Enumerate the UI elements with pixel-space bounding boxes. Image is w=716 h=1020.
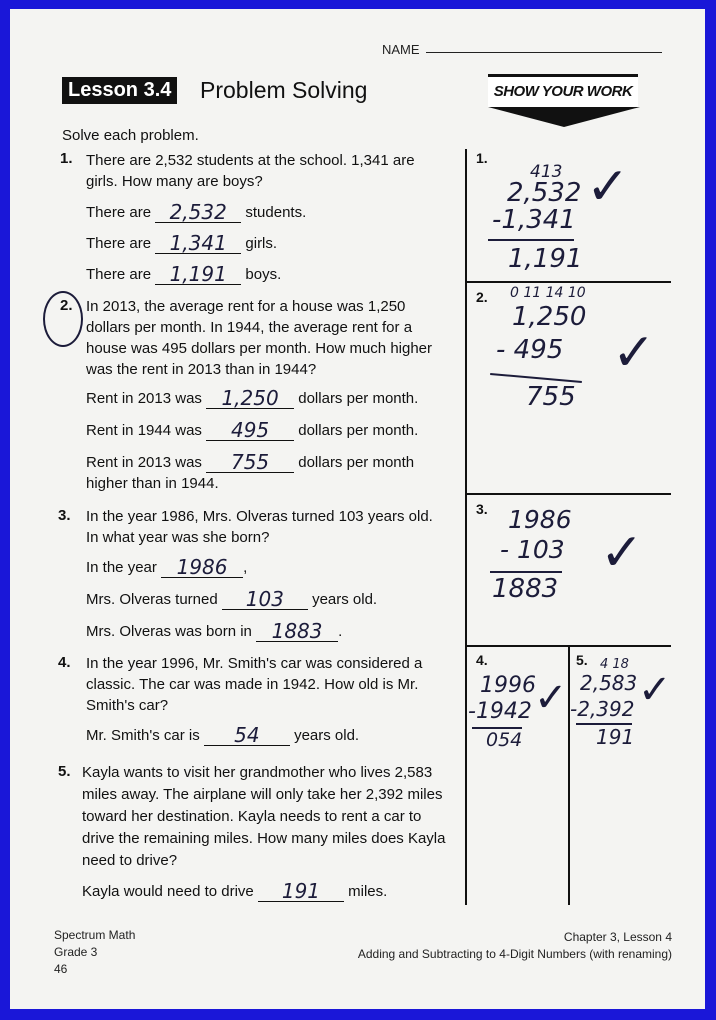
work-2-sub: - 495 <box>496 335 564 365</box>
answer-blank: 755 <box>206 452 294 473</box>
problem-5-text: Kayla wants to visit her grandmother who lives 2,583 miles away. The airplane will only take her 2,392 miles toward her destination. Kayla needs to rent a car to drive the remaining miles. How many miles does Kayla need to drive? <box>82 764 446 869</box>
problem-4-number: 4. <box>58 654 71 671</box>
problem-2-line-1: Rent in 2013 was 1,250 dollars per month. <box>86 386 419 410</box>
work-3-sub: - 103 <box>500 535 565 564</box>
problem-4-text: In the year 1996, Mr. Smith's car was considered a classic. The car was made in 1942. How old is Mr. Smith's car? <box>86 655 423 714</box>
work-1-top: 2,532 <box>507 178 582 208</box>
work-2-number: 2. <box>476 289 488 305</box>
work-4-number: 4. <box>476 652 488 668</box>
lesson-badge: Lesson 3.4 <box>62 77 177 104</box>
problem-4-line-1: Mr. Smith's car is 54 years old. <box>86 723 360 747</box>
problem-3-text: In the year 1986, Mrs. Olveras turned 103 years old. In what year was she born? <box>86 508 433 546</box>
problem-5-line-1: Kayla would need to drive 191 miles. <box>82 879 388 903</box>
work-2-carry: 0 11 14 10 <box>510 285 586 301</box>
work-5-result: 191 <box>596 725 635 749</box>
work-3-result: 1883 <box>492 574 559 604</box>
problem-1-number: 1. <box>60 150 73 167</box>
worksheet-page <box>10 9 705 1009</box>
problem-3-line-3: Mrs. Olveras was born in 1883 . <box>86 619 343 643</box>
work-3-line <box>490 571 562 573</box>
problem-2-text: In 2013, the average rent for a house was 1,250 dollars per month. In 1944, the average rent for a house was 495 dollars per month. How much higher was the rent in 2013 than in 1944? <box>86 298 433 378</box>
work-1-line <box>488 239 574 241</box>
work-3-top: 1986 <box>508 505 572 534</box>
instructions: Solve each problem. <box>62 127 199 144</box>
work-4-result: 054 <box>486 729 523 751</box>
answer-blank: 495 <box>206 420 294 441</box>
work-divider <box>465 281 671 283</box>
work-3-number: 3. <box>476 501 488 517</box>
problem-3-line-2: Mrs. Olveras turned 103 years old. <box>86 587 378 611</box>
answer-blank: 1986 <box>161 557 243 578</box>
check-mark-icon: ✓ <box>534 675 568 721</box>
problem-3-line-1: In the year 1986 , <box>86 555 248 579</box>
problem-1-text: There are 2,532 students at the school. 1,341 are girls. How many are boys? <box>86 152 415 190</box>
work-area-border <box>465 149 467 905</box>
answer-blank: 1883 <box>256 621 338 642</box>
problem-2-line-3: Rent in 2013 was 755 dollars per month higher than in 1944. <box>86 450 415 492</box>
answer-blank: 103 <box>222 589 308 610</box>
problem-5-number: 5. <box>58 763 71 780</box>
name-line <box>426 52 662 53</box>
problem-1-line-2: There are 1,341 girls. <box>86 231 278 255</box>
answer-blank: 1,191 <box>155 264 241 285</box>
work-5-sub: -2,392 <box>570 697 635 721</box>
work-5-number: 5. <box>576 652 588 668</box>
answer-blank: 191 <box>258 881 344 902</box>
work-divider <box>465 493 671 495</box>
answer-blank: 54 <box>204 725 290 746</box>
problem-3-number: 3. <box>58 507 71 524</box>
answer-blank: 1,250 <box>206 388 294 409</box>
answer-blank: 1,341 <box>155 233 241 254</box>
check-mark-icon: ✓ <box>612 323 656 383</box>
problem-2-number: 2. <box>60 297 73 314</box>
problem-2-line-2: Rent in 1944 was 495 dollars per month. <box>86 418 419 442</box>
work-1-carry: 413 <box>530 162 563 182</box>
banner-arrow-icon <box>488 107 640 127</box>
work-5-carry: 4 18 <box>600 657 629 672</box>
work-5-top: 2,583 <box>580 671 638 695</box>
lesson-title: Problem Solving <box>200 77 368 103</box>
answer-blank: 2,532 <box>155 202 241 223</box>
work-divider <box>568 645 570 905</box>
work-1-sub: -1,341 <box>492 205 576 235</box>
work-4-top: 1996 <box>480 673 536 698</box>
footer-right: Chapter 3, Lesson 4 Adding and Subtracting to 4-Digit Numbers (with renaming) <box>357 930 672 961</box>
problem-1-line-3: There are 1,191 boys. <box>86 262 282 286</box>
work-4-sub: -1942 <box>468 699 532 724</box>
check-mark-icon: ✓ <box>600 523 644 583</box>
check-mark-icon: ✓ <box>638 667 672 713</box>
footer-left: Spectrum Math Grade 3 46 <box>54 928 136 976</box>
work-1-result: 1,191 <box>508 244 583 274</box>
show-your-work-banner: SHOW YOUR WORK <box>488 74 638 107</box>
name-label: NAME <box>382 42 420 57</box>
work-1-number: 1. <box>476 150 488 166</box>
work-2-top: 1,250 <box>512 302 587 332</box>
work-2-result: 755 <box>526 382 576 412</box>
problem-1-line-1: There are 2,532 students. <box>86 200 307 224</box>
check-mark-icon: ✓ <box>586 157 630 217</box>
